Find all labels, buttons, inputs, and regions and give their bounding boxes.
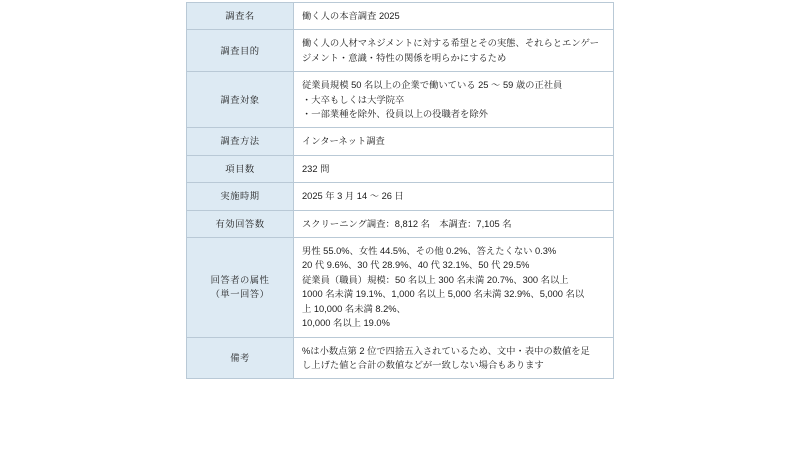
survey-overview-table xyxy=(186,2,614,379)
value-line: スクリーニング調査：8,812 名 本調査：7,105 名 xyxy=(302,218,512,229)
label-line: 備考 xyxy=(230,352,250,363)
row-label-cell xyxy=(187,238,294,337)
table-row xyxy=(187,128,614,155)
row-value-cell xyxy=(294,3,614,30)
value-line: 従業員（職員）規模：50 名以上 300 名未満 20.7%、300 名以上 xyxy=(302,274,569,285)
row-label-text xyxy=(195,351,285,365)
value-line: 232 問 xyxy=(302,163,330,174)
row-label-text xyxy=(195,134,285,148)
value-line: 従業員規模 50 名以上の企業で働いている 25 〜 59 歳の正社員 xyxy=(302,80,563,91)
label-line: 調査方法 xyxy=(220,136,260,147)
label-line: 有効回答数 xyxy=(215,218,265,229)
value-line: インターネット調査 xyxy=(302,136,385,147)
value-line: 上 10,000 名未満 8.2%、 xyxy=(302,303,406,314)
row-label-text xyxy=(195,162,285,176)
table-body xyxy=(187,3,614,379)
row-label-cell xyxy=(187,210,294,237)
row-value-cell xyxy=(294,155,614,182)
table-row xyxy=(187,72,614,128)
value-line: ・大卒もしくは大学院卒 xyxy=(302,94,405,105)
value-line: ジメント・意識・特性の関係を明らかにするため xyxy=(302,52,507,63)
row-value-cell xyxy=(294,337,614,379)
row-value-cell xyxy=(294,30,614,72)
row-label-text xyxy=(195,44,285,58)
row-value-cell xyxy=(294,210,614,237)
row-label-cell xyxy=(187,337,294,379)
label-line: 実施時期 xyxy=(220,191,260,202)
row-value-cell xyxy=(294,128,614,155)
value-line: 働く人の人材マネジメントに対する希望とその実態、それらとエンゲー xyxy=(302,38,600,49)
value-line: 1000 名未満 19.1%、1,000 名以上 5,000 名未満 32.9%、5,000 名以 xyxy=(302,289,585,300)
row-label-cell xyxy=(187,3,294,30)
row-label-cell xyxy=(187,30,294,72)
row-label-cell xyxy=(187,155,294,182)
row-label-cell xyxy=(187,72,294,128)
row-label-text xyxy=(195,93,285,107)
value-line: %は小数点第 2 位で四捨五入されているため、文中・表中の数値を足 xyxy=(302,345,590,356)
row-value-cell xyxy=(294,183,614,210)
row-label-cell xyxy=(187,128,294,155)
row-label-text xyxy=(195,9,285,23)
value-line: 働く人の本音調査 2025 xyxy=(302,11,400,21)
label-line: （単一回答） xyxy=(210,289,270,300)
label-line: 項目数 xyxy=(225,163,255,174)
value-line: ・一部業種を除外、役員以上の役職者を除外 xyxy=(302,109,488,120)
label-line: 調査名 xyxy=(225,11,255,21)
table-row xyxy=(187,210,614,237)
label-line: 調査目的 xyxy=(220,45,260,56)
table-row xyxy=(187,337,614,379)
row-label-text xyxy=(195,273,285,302)
value-line: 10,000 名以上 19.0% xyxy=(302,318,390,329)
label-line: 回答者の属性 xyxy=(210,274,270,285)
row-value-cell xyxy=(294,72,614,128)
table-row xyxy=(187,183,614,210)
row-label-cell xyxy=(187,183,294,210)
value-line: 男性 55.0%、女性 44.5%、その他 0.2%、答えたくない 0.3% xyxy=(302,246,557,257)
row-label-text xyxy=(195,189,285,203)
row-label-text xyxy=(195,217,285,231)
value-line: し上げた値と合計の数値などが一致しない場合もあります xyxy=(302,359,544,370)
value-line: 20 代 9.6%、30 代 28.9%、40 代 32.1%、50 代 29.5% xyxy=(302,260,530,271)
table-row xyxy=(187,30,614,72)
row-value-cell xyxy=(294,238,614,337)
value-line: 2025 年 3 月 14 〜 26 日 xyxy=(302,191,404,202)
label-line: 調査対象 xyxy=(220,94,260,105)
table-row xyxy=(187,3,614,30)
table-row xyxy=(187,238,614,337)
table-row xyxy=(187,155,614,182)
